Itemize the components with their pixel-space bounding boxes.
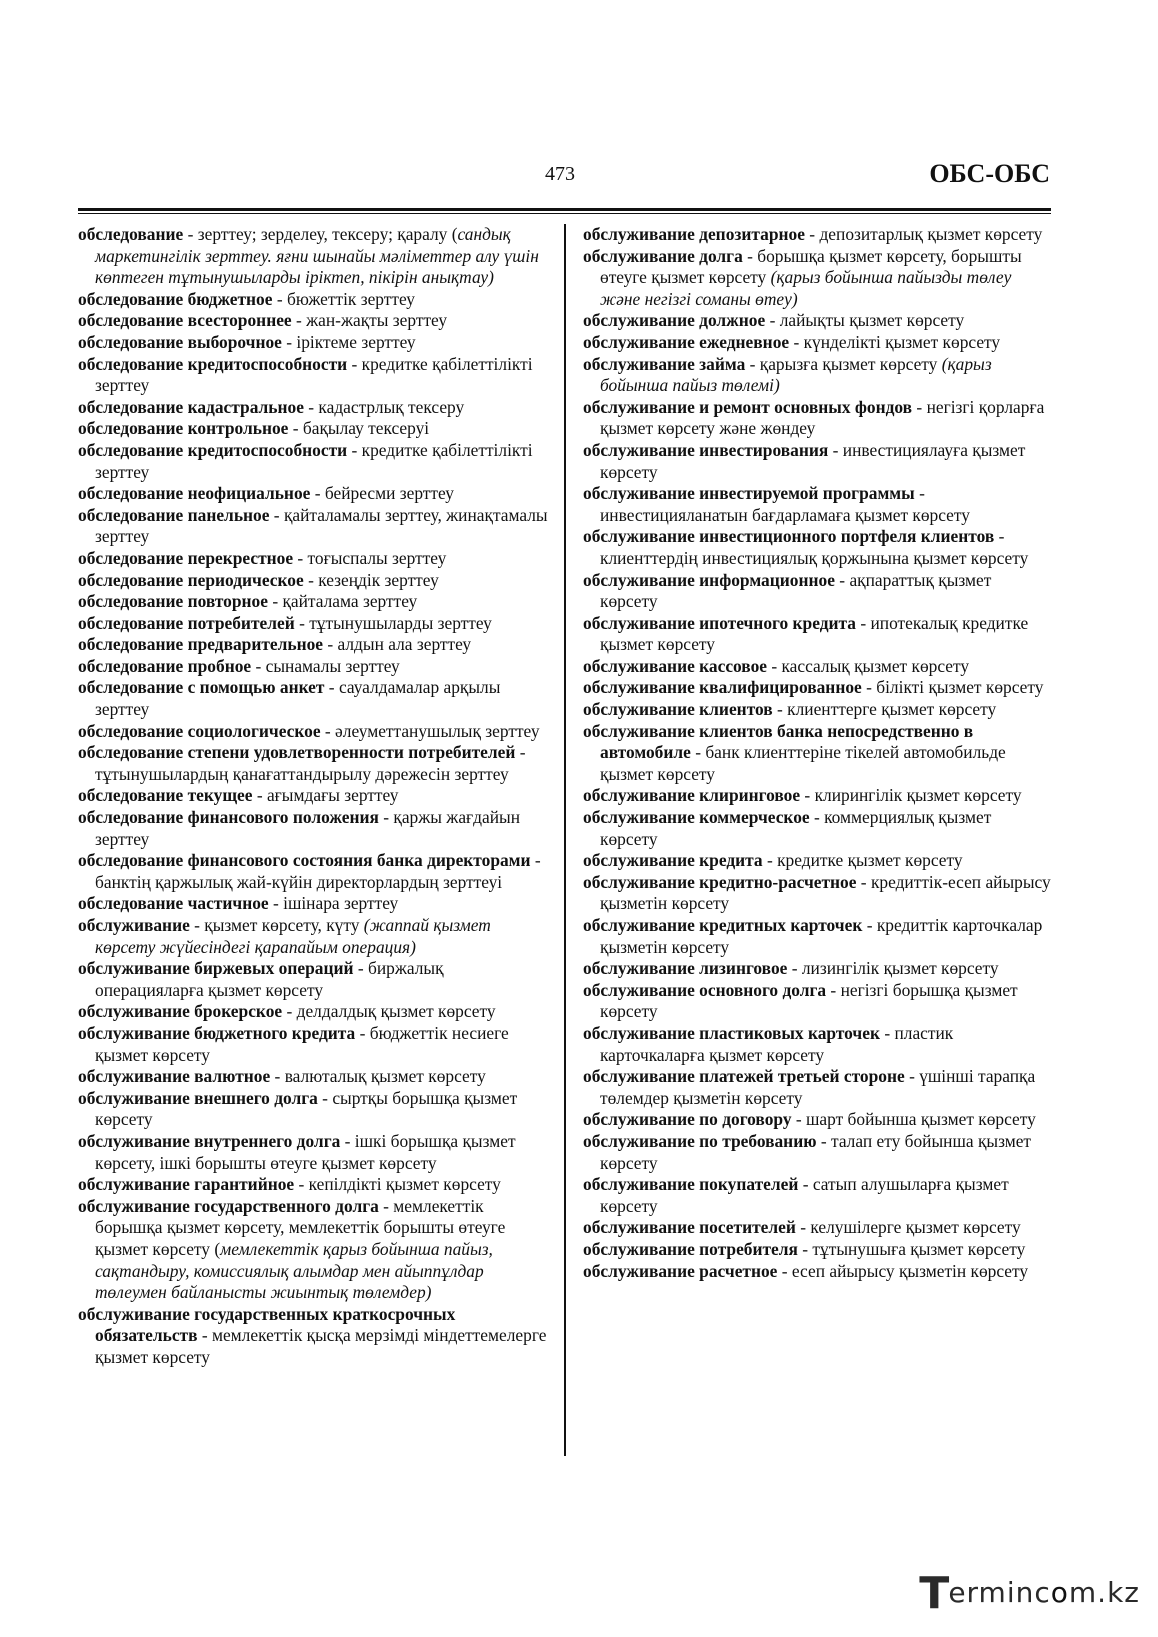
entry-translation: - кредитке қабілеттілікті зерттеу	[95, 353, 533, 396]
dictionary-entry	[78, 1088, 548, 1131]
entry-translation: - ақпараттық қызмет көрсету	[600, 569, 992, 612]
entry-term: обследование предварительное	[78, 634, 324, 655]
entry-term: обследование частичное	[78, 893, 269, 914]
entry-term: обследование кредитоспособности	[78, 439, 348, 460]
dictionary-entry	[78, 440, 548, 483]
dictionary-entry	[583, 958, 1053, 980]
dictionary-entry	[583, 1131, 1053, 1174]
dictionary-entry	[583, 570, 1053, 613]
entry-translation: - қайталама зерттеу	[267, 591, 418, 612]
dictionary-entry	[78, 807, 548, 850]
entry-term: обслуживание должное	[583, 310, 766, 331]
entry-note: (қарыз бойынша пайыз төлемі)	[600, 353, 992, 396]
entry-translation: - талап ету бойынша қызмет көрсету	[600, 1130, 1032, 1173]
dictionary-entry	[583, 332, 1053, 354]
dictionary-entry	[78, 721, 548, 743]
dictionary-entry	[78, 677, 548, 720]
entry-term: обслуживание кредита	[583, 850, 763, 871]
entry-term: обследование кредитоспособности	[78, 353, 348, 374]
entry-term: обследование кадастральное	[78, 396, 304, 417]
entry-note: мемлекеттік қарыз бойынша пайыз, сақтандыру, комиссиялық алымдар мен айыппұлдар төлеумен байланысты жиынтық төлемдер)	[95, 1238, 493, 1303]
entry-term: обслуживание ежедневное	[583, 331, 790, 352]
entry-translation: - клиенттердің инвестициялық қоржынына қызмет көрсету	[600, 526, 1029, 568]
dictionary-entry	[583, 1239, 1053, 1261]
dictionary-entry	[78, 1023, 548, 1066]
entry-term: обслуживание	[78, 915, 190, 935]
entry-translation: - тұтынушылардың қанағаттандырылу дәрежесін зерттеу	[95, 742, 526, 784]
entry-translation: - бақылау тексеруі	[288, 418, 430, 439]
dictionary-entry	[583, 785, 1053, 807]
entry-term: обслуживание займа	[583, 353, 746, 374]
entry-translation: - үшінші тарапқа төлемдер қызметін көрсету	[600, 1066, 1036, 1108]
entry-translation: - делдалдық қызмет көрсету	[282, 1001, 496, 1022]
dictionary-entry	[583, 613, 1053, 656]
entry-note: (қарыз бойынша пайызды төлеу және негізгі соманы өтеу)	[600, 267, 1012, 309]
entry-term: обслуживание по требованию	[583, 1130, 817, 1151]
entry-translation: - кепілдікті қызмет көрсету	[294, 1174, 501, 1195]
entry-translation: - қарызға қызмет көрсету	[745, 353, 942, 374]
dictionary-entry	[583, 807, 1053, 850]
entry-term: обследование панельное	[78, 504, 270, 525]
dictionary-entry	[583, 1109, 1053, 1131]
entry-term: обслуживание основного долга	[583, 979, 827, 1000]
entry-term: обслуживание по договору	[583, 1109, 792, 1130]
entry-translation: - келушілерге қызмет көрсету	[795, 1217, 1021, 1238]
entry-translation: - биржалық операцияларға қызмет көрсету	[95, 958, 444, 1000]
entry-term: обслуживание государственных краткосрочных обязательств	[78, 1303, 456, 1346]
dictionary-entry	[583, 915, 1053, 958]
entry-translation: - қызмет көрсету, күту	[189, 915, 364, 935]
dictionary-entry	[78, 1174, 548, 1196]
entry-translation: - депозитарлық қызмет көрсету	[804, 224, 1043, 244]
entry-term: обслуживание государственного долга	[78, 1195, 379, 1216]
entry-term: обслуживание кредитных карточек	[583, 915, 863, 935]
entry-translation: - бюжеттік зерттеу	[272, 288, 415, 309]
entry-translation: - іріктеме зерттеу	[281, 331, 416, 352]
dictionary-entry	[78, 1196, 548, 1304]
entry-translation: - лайықты қызмет көрсету	[765, 310, 965, 331]
running-head: ОБС-ОБС	[929, 159, 1050, 188]
entry-term: обслуживание потребителя	[583, 1238, 798, 1259]
entry-translation: - қаржы жағдайын зерттеу	[95, 807, 521, 849]
entry-translation: - ағымдағы зерттеу	[252, 785, 399, 806]
dictionary-entry	[78, 289, 548, 311]
dictionary-entry	[583, 850, 1053, 872]
dictionary-entry	[583, 1217, 1053, 1239]
dictionary-entry	[583, 310, 1053, 332]
entry-term: обслуживание клиринговое	[583, 785, 801, 806]
dictionary-entry	[583, 354, 1053, 397]
entry-term: обслуживание внешнего долга	[78, 1087, 318, 1108]
dictionary-entry	[583, 1261, 1053, 1283]
dictionary-entry	[78, 505, 548, 548]
dictionary-entry	[78, 850, 548, 893]
dictionary-entry	[78, 634, 548, 656]
dictionary-entry	[78, 1001, 548, 1023]
entry-translation: - кадастрлық тексеру	[303, 396, 465, 417]
entry-term: обслуживание посетителей	[583, 1217, 796, 1238]
entry-term: обслуживание брокерское	[78, 1001, 283, 1022]
dictionary-entry	[78, 310, 548, 332]
entry-note: (жаппай қызмет көрсету жүйесіндегі қарапайым операция)	[95, 915, 491, 957]
dictionary-entry	[78, 418, 548, 440]
dictionary-entry	[583, 699, 1053, 721]
dictionary-entry	[78, 224, 548, 289]
entry-translation: - банк клиенттеріне тікелей автомобильде қызмет көрсету	[600, 742, 1006, 784]
dictionary-entry	[583, 397, 1053, 440]
entry-term: обследование выборочное	[78, 331, 282, 352]
entry-translation: - негізгі борышқа қызмет көрсету	[600, 979, 1018, 1022]
entry-translation: - лизингілік қызмет көрсету	[787, 958, 999, 979]
entry-term: обследование с помощью анкет	[78, 677, 325, 698]
entry-term: обслуживание и ремонт основных фондов	[583, 396, 913, 417]
entry-term: обслуживание кассовое	[583, 655, 767, 676]
right-column	[583, 224, 1053, 1282]
page-number: 473	[545, 163, 575, 185]
dictionary-entry	[78, 483, 548, 505]
dictionary-entry	[583, 656, 1053, 678]
entry-translation: - ішінара зерттеу	[268, 893, 399, 914]
entry-translation: - клиенттерге қызмет көрсету	[772, 699, 997, 720]
dictionary-entry	[583, 1023, 1053, 1066]
dictionary-entry	[583, 224, 1053, 246]
entry-translation: - коммерциялық қызмет көрсету	[600, 807, 992, 849]
entry-term: обследование текущее	[78, 785, 253, 806]
entry-translation: - клирингілік қызмет көрсету	[800, 785, 1022, 806]
dictionary-entry	[78, 656, 548, 678]
entry-term: обслуживание инвестируемой программы	[583, 483, 915, 504]
entry-translation: - сыртқы борышқа қызмет көрсету	[95, 1087, 518, 1130]
dictionary-entry	[583, 440, 1053, 483]
entry-translation: - әлеуметтанушылық зерттеу	[320, 720, 540, 741]
entry-translation: - күнделікті қызмет көрсету	[789, 331, 1001, 352]
dictionary-entry	[78, 570, 548, 592]
entry-term: обследование	[78, 224, 184, 244]
entry-translation: - банктің қаржылық жай-күйін директорлардың зерттеуі	[95, 850, 541, 892]
entry-translation: - мемлекеттік борышқа қызмет көрсету, мемлекеттік борышты өтеуге қызмет көрсету (	[95, 1195, 506, 1259]
entry-translation: - жан-жақты зерттеу	[291, 310, 448, 331]
entry-term: обследование всестороннее	[78, 310, 292, 331]
entry-translation: - инвестицияланатын бағдарламаға қызмет көрсету	[600, 483, 970, 525]
header-rule	[78, 208, 1051, 214]
entry-translation: - кредитке қабілеттілікті зерттеу	[95, 439, 533, 482]
entry-translation: - білікті қызмет көрсету	[861, 677, 1044, 698]
entry-term: обслуживание расчетное	[583, 1260, 778, 1281]
dictionary-entry	[583, 1174, 1053, 1217]
entry-translation: - кредиттік карточкалар қызметін көрсету	[600, 915, 1043, 957]
entry-term: обследование степени удовлетворенности потребителей	[78, 742, 516, 763]
entry-translation: - ипотекалық кредитке қызмет көрсету	[600, 612, 1029, 655]
dictionary-entry	[583, 721, 1053, 786]
entry-translation: - сатып алушыларға қызмет көрсету	[600, 1174, 1009, 1216]
entry-translation: - ішкі борышқа қызмет көрсету, ішкі борышты өтеуге қызмет көрсету	[95, 1130, 516, 1173]
entry-translation: - сауалдамалар арқылы зерттеу	[95, 677, 501, 720]
entry-translation: - алдын ала зерттеу	[323, 634, 472, 655]
dictionary-entry	[78, 958, 548, 1001]
entry-term: обследование финансового состояния банка директорами	[78, 850, 531, 871]
dictionary-entry	[78, 591, 548, 613]
entry-term: обслуживание инвестирования	[583, 439, 829, 460]
dictionary-entry	[78, 397, 548, 419]
entry-translation: - кредиттік-есеп айырысу қызметін көрсету	[600, 871, 1051, 914]
dictionary-entry	[583, 526, 1053, 569]
entry-term: обследование социологическое	[78, 720, 321, 741]
entry-term: обследование бюджетное	[78, 288, 273, 309]
entry-translation: - шарт бойынша қызмет көрсету	[791, 1109, 1036, 1130]
entry-term: обследование перекрестное	[78, 547, 294, 568]
dictionary-entry	[583, 1066, 1053, 1109]
entry-term: обследование неофициальное	[78, 483, 311, 504]
entry-term: обслуживание клиентов банка непосредственно в автомобиле	[583, 720, 974, 763]
entry-term: обслуживание внутреннего долга	[78, 1130, 341, 1151]
entry-term: обслуживание валютное	[78, 1066, 271, 1087]
dictionary-entry	[78, 1131, 548, 1174]
entry-translation: - тұтынушыға қызмет көрсету	[797, 1238, 1026, 1259]
entry-term: обслуживание коммерческое	[583, 807, 810, 828]
dictionary-entry	[583, 677, 1053, 699]
entry-translation: - пластик карточкаларға қызмет көрсету	[600, 1022, 954, 1065]
dictionary-entry	[78, 1304, 548, 1369]
dictionary-entry	[583, 872, 1053, 915]
entry-term: обслуживание лизинговое	[583, 958, 788, 979]
entry-term: обслуживание информационное	[583, 569, 835, 590]
entry-term: обслуживание пластиковых карточек	[583, 1022, 880, 1043]
entry-translation: - кредитке қызмет көрсету	[762, 850, 963, 871]
entry-translation: - бюджеттік несиеге қызмет көрсету	[95, 1022, 509, 1065]
entry-term: обследование контрольное	[78, 418, 289, 439]
dictionary-entry	[78, 613, 548, 635]
entry-term: обследование периодическое	[78, 569, 304, 590]
entry-translation: - борышқа қызмет көрсету, борышты өтеуге қызмет көрсету	[600, 245, 1022, 288]
entry-translation: - есеп айырысу қызметін көрсету	[777, 1260, 1029, 1281]
dictionary-entry	[78, 548, 548, 570]
dictionary-entry	[583, 980, 1053, 1023]
entry-term: обслуживание кредитно-расчетное	[583, 871, 857, 892]
entry-term: обслуживание биржевых операций	[78, 958, 354, 979]
entry-term: обслуживание долга	[583, 245, 743, 266]
entry-term: обследование пробное	[78, 655, 252, 676]
entry-translation: - кезеңдік зерттеу	[303, 569, 439, 590]
entry-translation: - инвестициялауға қызмет көрсету	[600, 439, 1026, 482]
entry-term: обслуживание клиентов	[583, 699, 773, 720]
entry-term: обслуживание покупателей	[583, 1174, 799, 1195]
dictionary-entry	[78, 332, 548, 354]
dictionary-entry	[78, 354, 548, 397]
entry-note: сандық маркетингілік зерттеу. яғни шынайы мәліметтер алу үшін көптеген тұтынушыларды іріктеп, пікірін анықтау)	[95, 224, 539, 288]
column-divider	[564, 224, 566, 1456]
entry-translation: - валюталық қызмет көрсету	[270, 1066, 486, 1087]
entry-translation: - зерттеу; зерделеу, тексеру; қаралу (	[183, 224, 458, 244]
entry-translation: - бейресми зерттеу	[310, 483, 454, 504]
entry-term: обслуживание бюджетного кредита	[78, 1022, 356, 1043]
entry-term: обслуживание депозитарное	[583, 224, 805, 244]
dictionary-entry	[78, 915, 548, 958]
entry-translation: - мемлекеттік қысқа мерзімді міндеттемелерге қызмет көрсету	[95, 1325, 547, 1367]
entry-term: обслуживание ипотечного кредита	[583, 612, 856, 633]
dictionary-entry	[583, 246, 1053, 311]
dictionary-entry	[78, 785, 548, 807]
entry-translation: - тұтынушыларды зерттеу	[294, 612, 492, 633]
dictionary-entry	[583, 483, 1053, 526]
entry-translation: - негізгі қорларға қызмет көрсету және жөндеу	[600, 396, 1045, 439]
left-column	[78, 224, 548, 1368]
entry-term: обследование потребителей	[78, 612, 295, 633]
entry-translation: - кассалық қызмет көрсету	[767, 655, 970, 676]
dictionary-entry	[78, 893, 548, 915]
entry-term: обследование финансового положения	[78, 807, 379, 828]
entry-term: обследование повторное	[78, 591, 268, 612]
entry-term: обслуживание инвестиционного портфеля клиентов	[583, 526, 995, 547]
termincom-watermark: Termincom.kz	[919, 1568, 1140, 1619]
entry-term: обслуживание гарантийное	[78, 1174, 295, 1195]
entry-term: обслуживание платежей третьей стороне	[583, 1066, 905, 1087]
entry-translation: - тоғыспалы зерттеу	[293, 547, 447, 568]
dictionary-entry	[78, 742, 548, 785]
dictionary-entry	[78, 1066, 548, 1088]
entry-translation: - қайталамалы зерттеу, жинақтамалы зерттеу	[95, 504, 548, 547]
entry-translation: - сынамалы зерттеу	[251, 655, 400, 676]
entry-term: обслуживание квалифицированное	[583, 677, 862, 698]
